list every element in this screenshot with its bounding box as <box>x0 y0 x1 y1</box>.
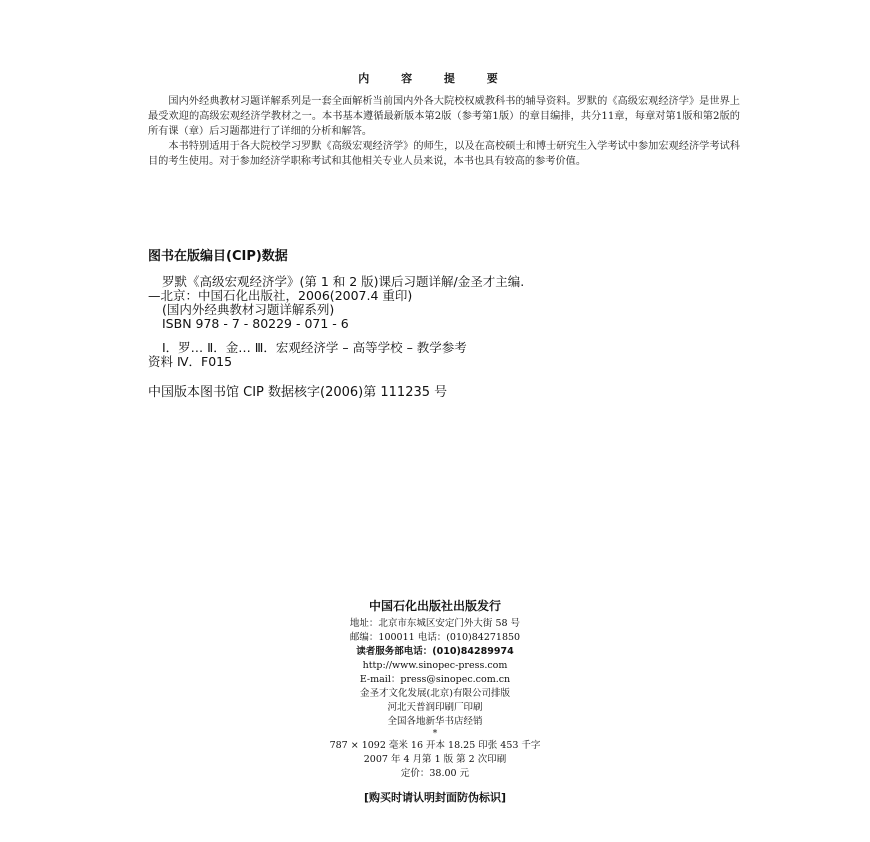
cip-number: 中国版本图书馆 CIP 数据核字(2006)第 111235 号 <box>148 385 448 400</box>
price-line: 定价：38.00 元 <box>400 768 470 779</box>
cip-subject-line: Ⅰ．罗… Ⅱ．金… Ⅲ．宏观经济学 – 高等学校 – 教学参考 <box>162 340 467 355</box>
cip-block <box>148 245 748 400</box>
publisher-line: 全国各地新华书店经销 <box>387 716 483 727</box>
publisher-email: E-mail：press@sinopec.com.cn <box>359 674 511 685</box>
publisher-line: 邮编：100011 电话：(010)84271850 <box>349 632 521 643</box>
anti-counterfeit-notice: [购买时请认明封面防伪标识] <box>363 791 507 804</box>
cip-heading: 图书在版编目(CIP)数据 <box>148 249 288 264</box>
summary-paragraph: 本书特别适用于各大院校学习罗默《高级宏观经济学》的师生，以及在高校硕士和博士研究生入学考试中参加宏观经济学考试科目的考生使用。对于参加经济学职称考试和其他相关专业人员来说，本书也具有较高的参考价值。 <box>148 141 740 167</box>
publisher-block <box>0 597 870 805</box>
cip-line: 罗默《高级宏观经济学》(第 1 和 2 版)课后习题详解/金圣才主编. <box>162 274 525 289</box>
publisher-line: 河北天普润印刷厂印刷 <box>387 702 483 713</box>
spec-line: 2007 年 4 月第 1 版 第 2 次印刷 <box>363 754 507 765</box>
publisher-name: 中国石化出版社出版发行 <box>368 599 501 613</box>
cip-isbn: ISBN 978 - 7 - 80229 - 071 - 6 <box>162 316 349 331</box>
cip-line: (国内外经典教材习题详解系列) <box>162 302 335 317</box>
spec-line: 787 × 1092 毫米 16 开本 18.25 印张 453 千字 <box>329 740 541 751</box>
publisher-line: 金圣才文化发展(北京)有限公司排版 <box>360 688 510 699</box>
summary-block <box>148 94 740 169</box>
summary-title: 内 容 提 要 <box>358 72 512 85</box>
cip-line: —北京：中国石化出版社，2006(2007.4 重印) <box>148 288 413 303</box>
summary-paragraph: 国内外经典教材习题详解系列是一套全面解析当前国内外各大院校权威教科书的辅导资料。罗默的《高级宏观经济学》是世界上最受欢迎的高级宏观经济学教材之一。本书基本遵循最新版本第2版（参考第1版）的章目编排，共分11章，每章对第1版和第2版的所有课（章）后习题都进行了详细的分析和解答。 <box>148 96 740 137</box>
publisher-line: 读者服务部电话：(010)84289974 <box>356 646 514 657</box>
publisher-line: 地址：北京市东城区安定门外大街 58 号 <box>349 618 521 629</box>
cip-subject-line: 资料 Ⅳ．F015 <box>148 354 233 369</box>
separator-star: * <box>432 729 438 739</box>
publisher-website: http://www.sinopec-press.com <box>362 660 508 671</box>
